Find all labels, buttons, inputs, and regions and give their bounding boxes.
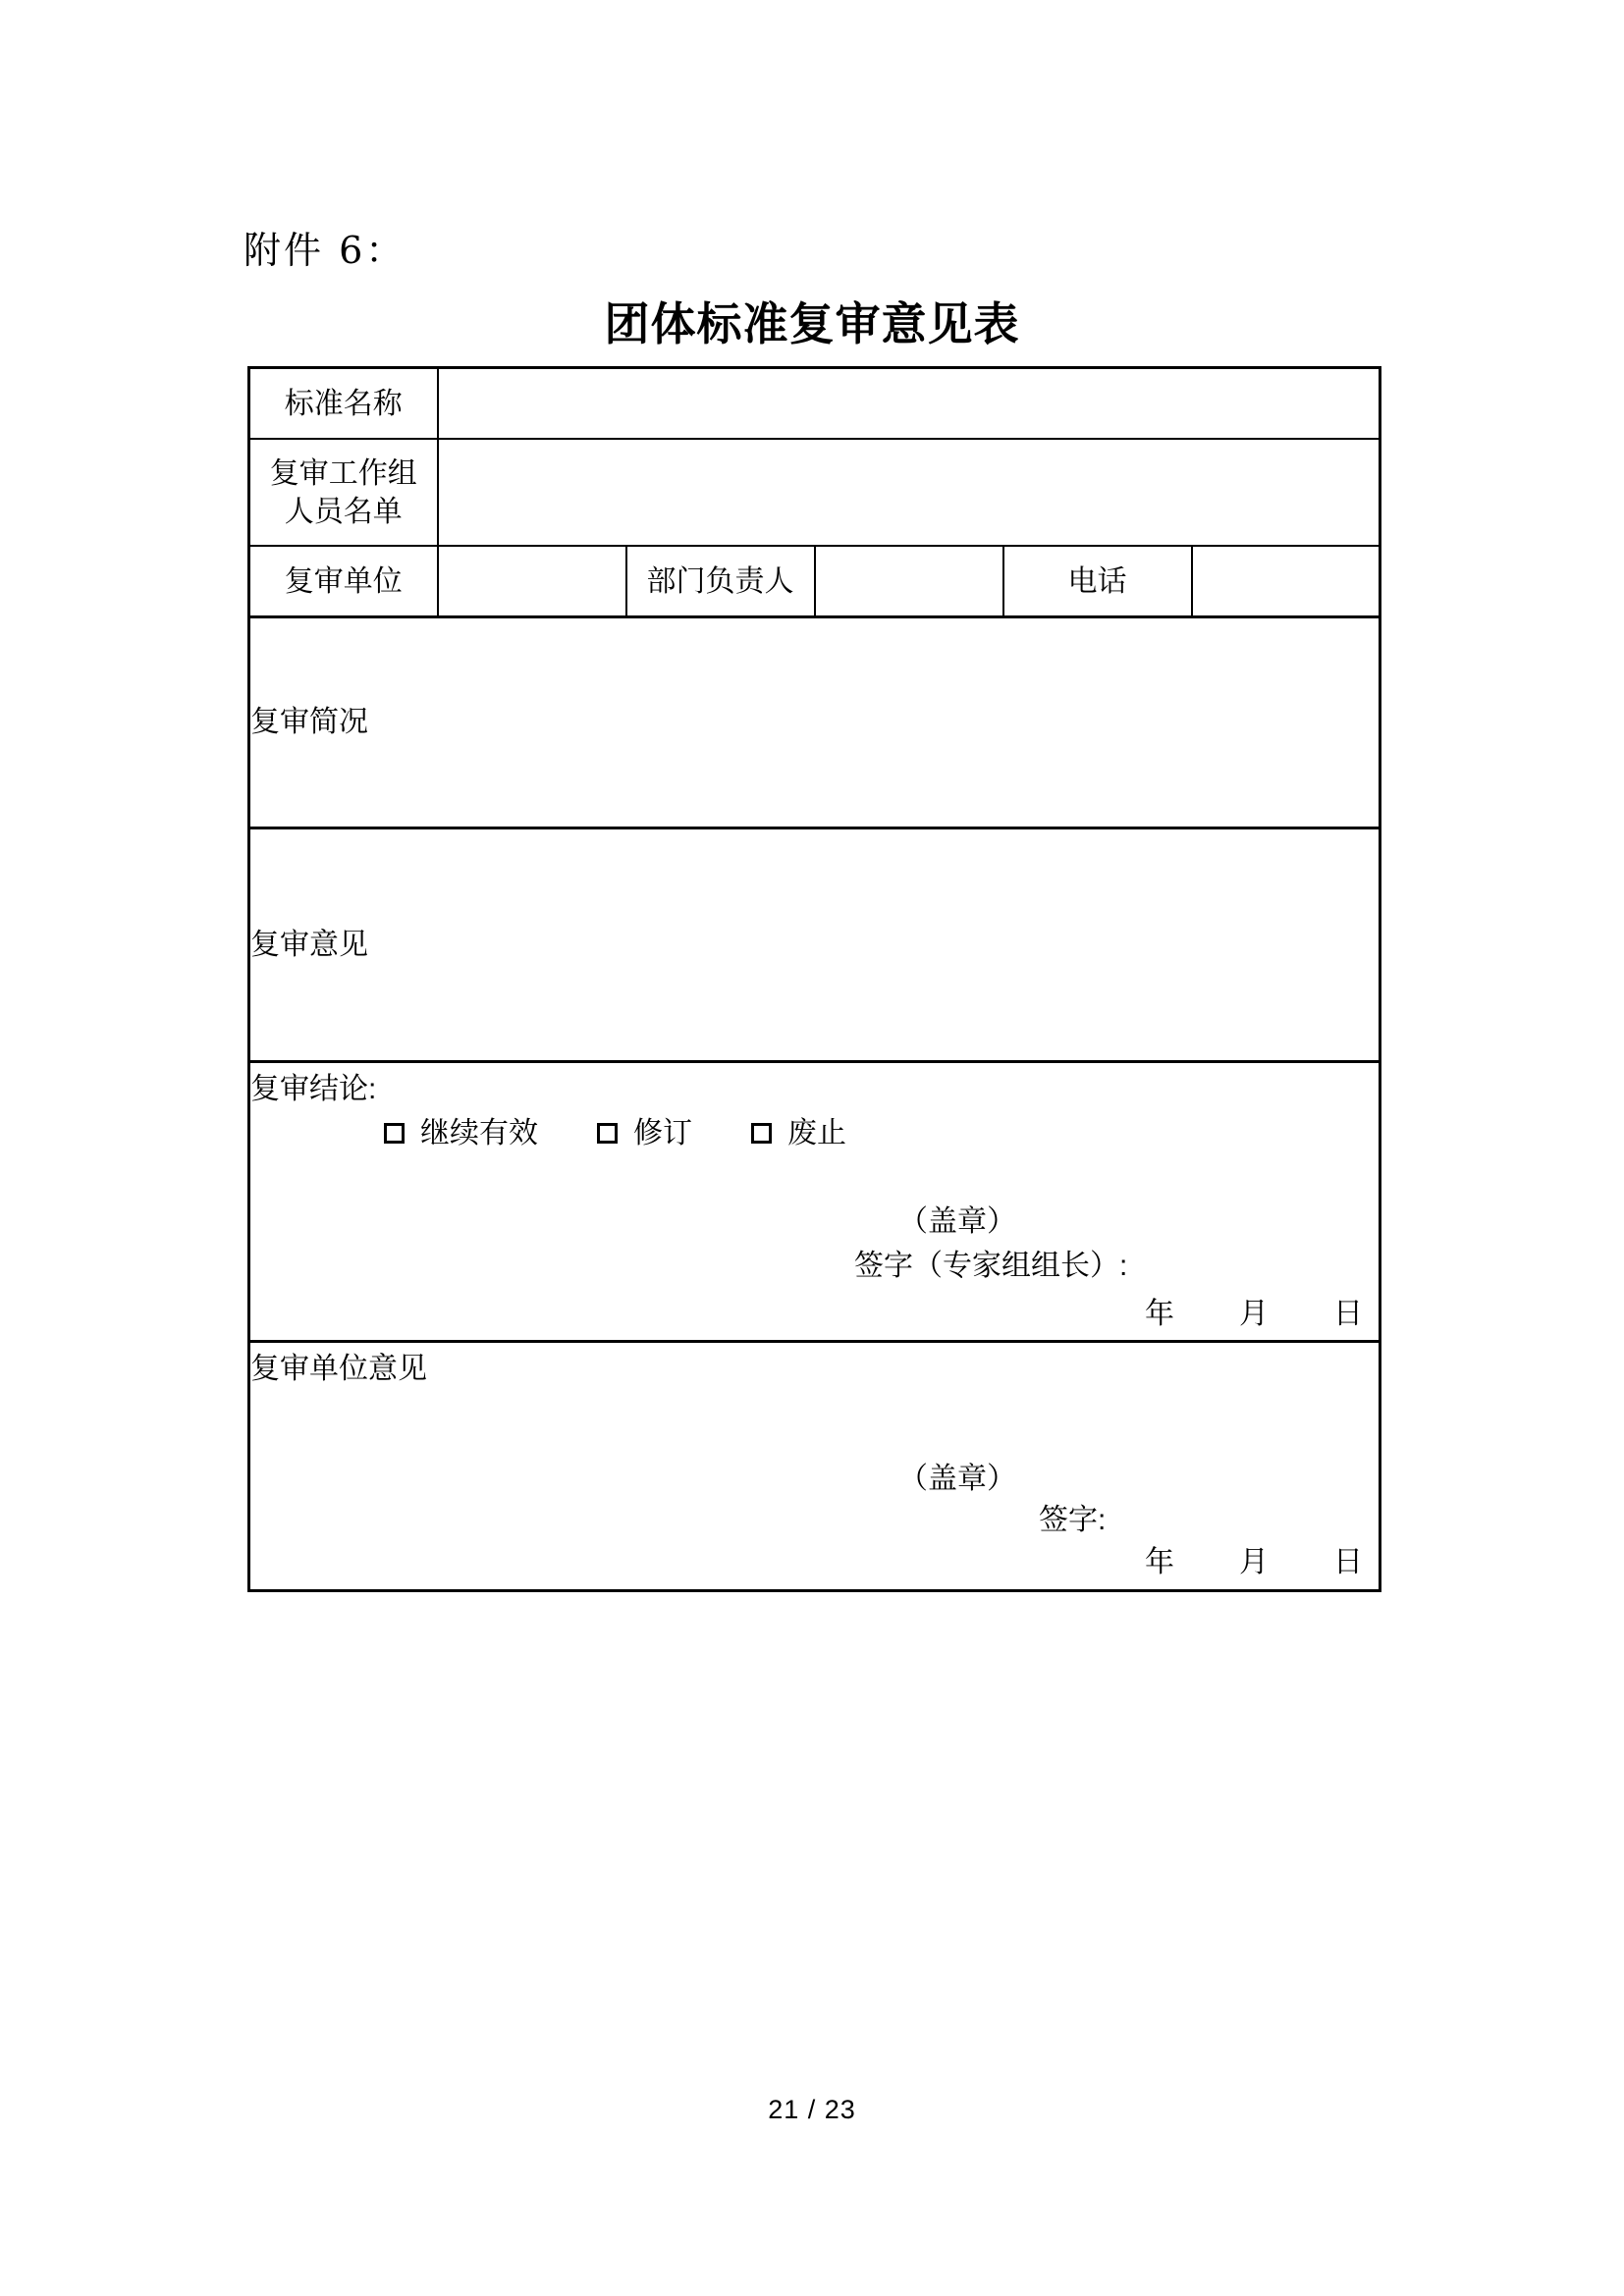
review-summary-label: 复审简况 <box>250 706 368 738</box>
review-form-table <box>247 366 1381 1592</box>
department-head-value-cell[interactable] <box>815 546 1003 617</box>
workgroup-label <box>249 439 438 546</box>
phone-value-cell[interactable] <box>1192 546 1380 617</box>
unit-opinion-cell[interactable] <box>249 1342 1380 1591</box>
conclusion-seal-label: （盖章） <box>898 1204 1016 1238</box>
option-continue-valid-label: 继续有效 <box>420 1116 538 1149</box>
workgroup-value-cell[interactable] <box>438 439 1380 546</box>
conclusion-signature-label: 签字（专家组组长）: <box>854 1249 1128 1282</box>
checkbox-icon[interactable] <box>751 1123 772 1144</box>
page-title: 团体标准复审意见表 <box>604 297 1020 350</box>
review-summary-row <box>249 617 1380 828</box>
review-unit-row <box>249 546 1380 617</box>
standard-name-value-cell[interactable] <box>438 368 1380 440</box>
workgroup-label-line1: 复审工作组 <box>269 456 417 490</box>
unit-opinion-seal-label: （盖章） <box>898 1463 1016 1495</box>
review-conclusion-row <box>249 1062 1380 1342</box>
option-revise[interactable] <box>597 1114 692 1153</box>
review-conclusion-cell <box>249 1062 1380 1342</box>
review-unit-label: 复审单位 <box>249 546 438 617</box>
workgroup-row <box>249 439 1380 546</box>
page-number: 21 / 23 <box>768 2095 856 2124</box>
unit-opinion-label: 复审单位意见 <box>250 1353 427 1385</box>
unit-opinion-signature-label: 签字: <box>1039 1504 1107 1536</box>
review-opinion-label: 复审意见 <box>250 928 368 961</box>
workgroup-label-line2: 人员名单 <box>284 495 403 528</box>
conclusion-options <box>384 1114 1379 1153</box>
standard-name-row <box>249 368 1380 440</box>
day-label: 日 <box>1333 1546 1363 1578</box>
year-label: 年 <box>1145 1297 1174 1330</box>
option-continue-valid[interactable] <box>384 1114 538 1153</box>
unit-opinion-row <box>249 1342 1380 1591</box>
month-label: 月 <box>1239 1297 1269 1330</box>
year-label: 年 <box>1145 1546 1174 1578</box>
option-abolish[interactable] <box>751 1114 846 1153</box>
standard-name-label: 标准名称 <box>249 368 438 440</box>
checkbox-icon[interactable] <box>384 1123 405 1144</box>
conclusion-date-line <box>250 1295 1379 1334</box>
checkbox-icon[interactable] <box>597 1123 618 1144</box>
review-summary-cell[interactable] <box>249 617 1380 828</box>
department-head-label: 部门负责人 <box>626 546 815 617</box>
review-unit-value-cell[interactable] <box>438 546 626 617</box>
option-abolish-label: 废止 <box>787 1116 846 1149</box>
phone-label: 电话 <box>1003 546 1192 617</box>
review-conclusion-label: 复审结论: <box>250 1072 377 1105</box>
option-revise-label: 修订 <box>633 1116 692 1149</box>
day-label: 日 <box>1333 1297 1363 1330</box>
attachment-label: 附件 6： <box>244 229 406 272</box>
month-label: 月 <box>1239 1546 1269 1578</box>
review-opinion-row <box>249 828 1380 1062</box>
unit-opinion-date-line <box>250 1543 1379 1582</box>
review-opinion-cell[interactable] <box>249 828 1380 1062</box>
